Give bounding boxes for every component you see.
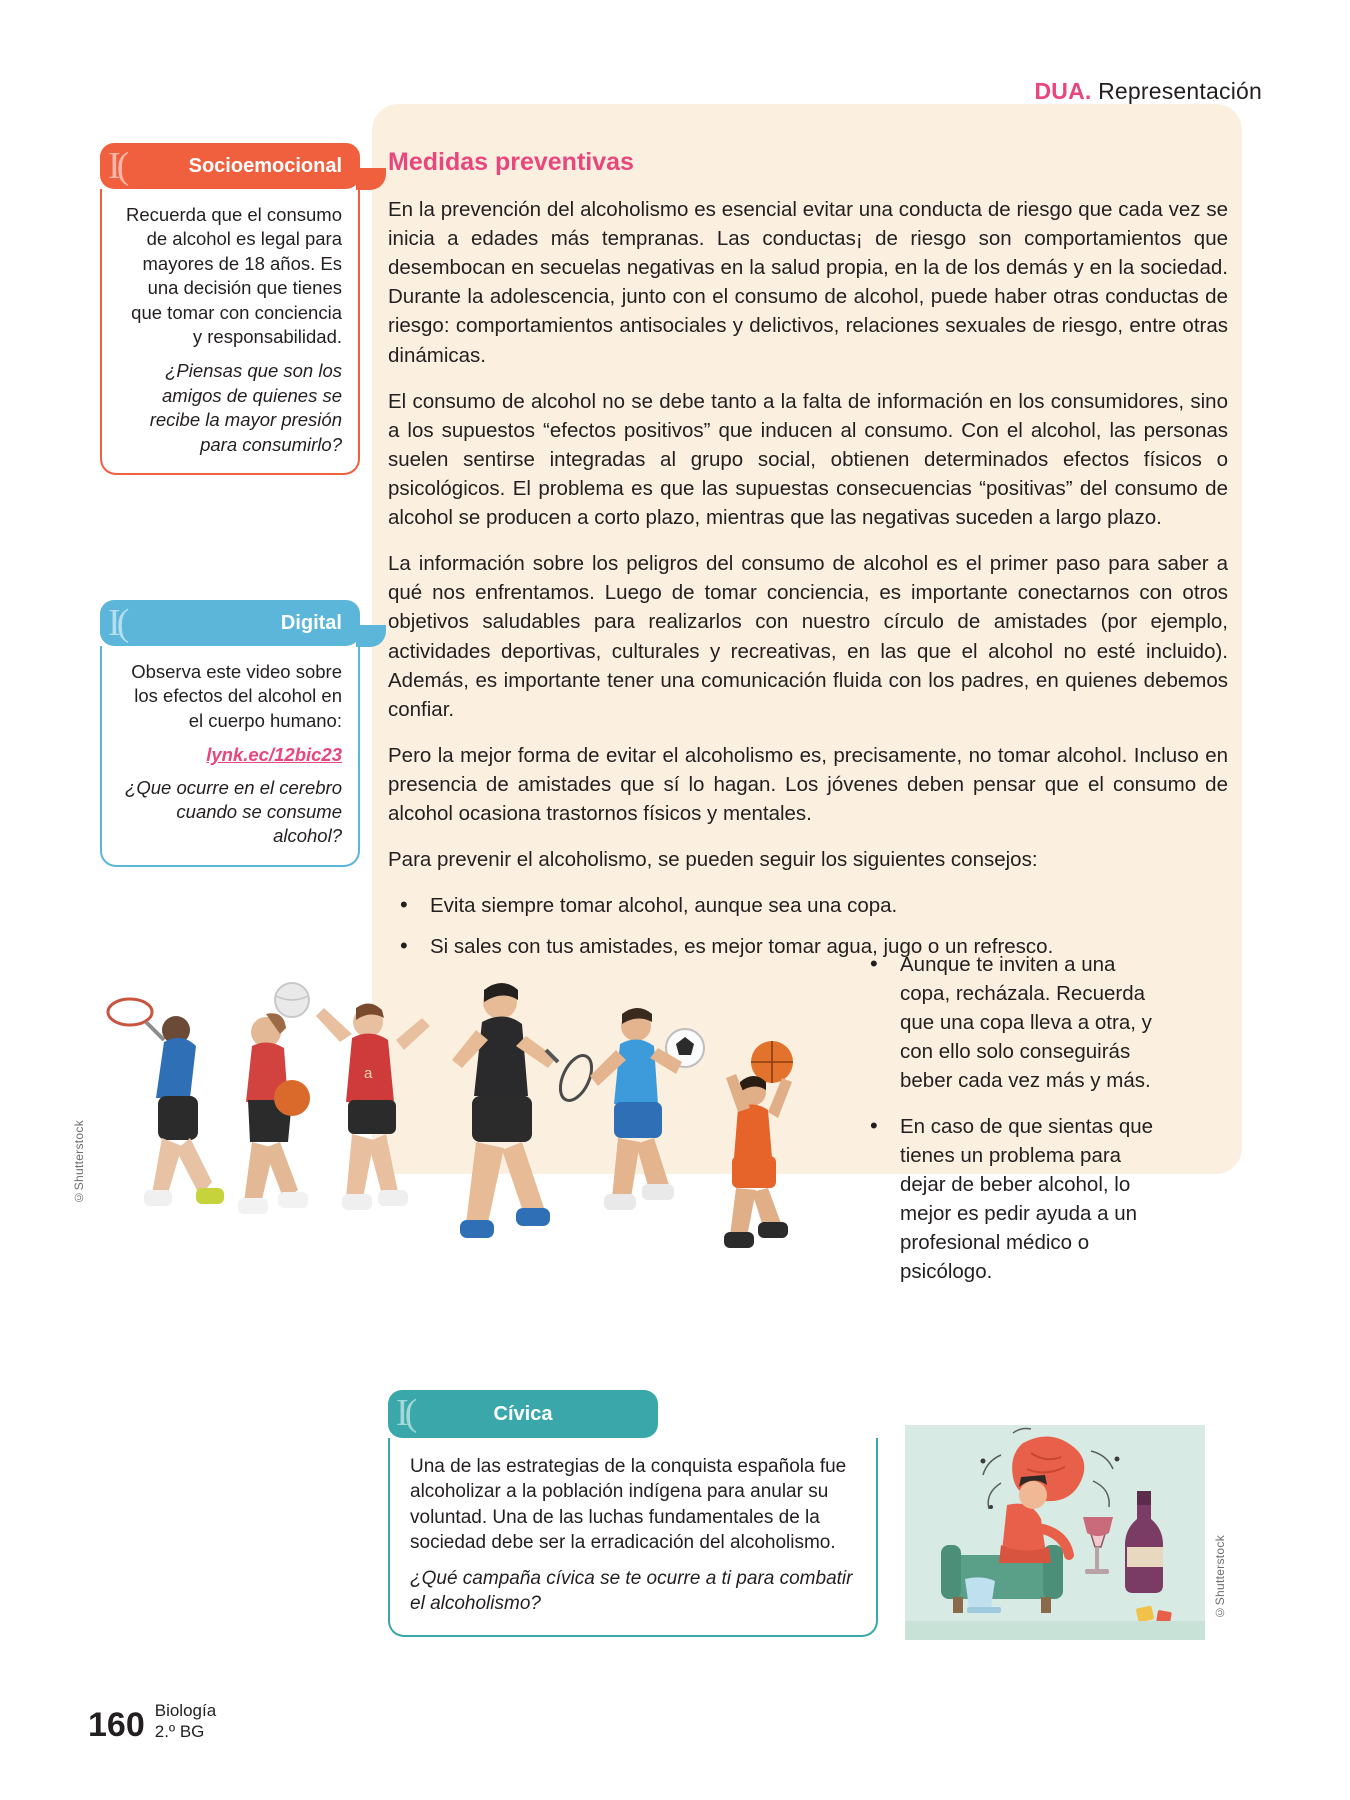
- dua-text: Representación: [1098, 78, 1262, 104]
- callout-digital-body: [100, 646, 360, 867]
- paragraph-3: La información sobre los peligros del consumo de alcohol es el primer paso para saber a qué nos enfrentamos. Luego de tomar conciencia, es importante conectarnos con otros objetivos saludables para realizarlos con nuestro círculo de amistades (por ejemplo, actividades deportivas, culturales y recreativas, en las que el alcohol no esté incluido). Además, es importante tener una comunicación fluida con los padres, en quienes debemos confiar.: [388, 552, 1228, 721]
- svg-text:a: a: [364, 1065, 373, 1082]
- video-link[interactable]: lynk.ec/12bic23: [206, 744, 342, 766]
- callout-digital: [100, 600, 360, 867]
- footer-subject-label: Biología: [154, 1701, 217, 1721]
- callout-civica: [388, 1390, 878, 1637]
- dua-label: DUA.: [1034, 78, 1092, 104]
- paragraph-4: Pero la mejor forma de evitar el alcoholismo es, precisamente, no tomar alcohol. Incluso en presencia de amistades que sí lo hagan. Los jóvenes deben pensar que el consumo de alcohol ocasiona trastornos físicos y mentales.: [388, 743, 1228, 826]
- page-title: Medidas preventivas: [388, 148, 634, 176]
- list-item: • Evita siempre tomar alcohol, aunque sea una copa.: [388, 891, 1228, 920]
- sports-photo-credit: ©Shutterstock: [72, 1120, 86, 1205]
- sports-photo: [72, 970, 900, 1370]
- callout-digital-tab: [100, 600, 360, 646]
- ic-logo-icon: I(: [108, 602, 126, 644]
- paragraph-5: Para prevenir el alcoholismo, se pueden seguir los siguientes consejos:: [388, 848, 1038, 872]
- ic-logo-icon: I(: [396, 1392, 414, 1434]
- footer-subject: [155, 1701, 216, 1742]
- advice-list-right: [860, 950, 1160, 1302]
- callout-civica-body: [388, 1438, 878, 1637]
- callout-question: ¿Que ocurre en el cerebro cuando se consume alcohol?: [125, 776, 342, 847]
- callout-socioemocional-label: Socioemocional: [188, 154, 342, 177]
- callout-text: Observa este video sobre los efectos del alcohol en el cuerpo humano:: [131, 661, 342, 731]
- dua-header: [1034, 78, 1262, 105]
- list-item: • En caso de que sientas que tienes un problema para dejar de beber alcohol, lo mejor es pedir ayuda a un profesional médico o psicólogo.: [860, 1112, 1160, 1287]
- callout-text: Una de las estrategias de la conquista española fue alcoholizar a la población indígena para anular su voluntad. Una de las luchas fundamentales de la sociedad debe ser la erradicación del alcoholismo.: [410, 1456, 847, 1554]
- alcohol-illustration: [905, 1425, 1227, 1640]
- callout-socioemocional: [100, 143, 360, 475]
- callout-question: ¿Qué campaña cívica se te ocurre a ti para combatir el alcoholismo?: [410, 1567, 853, 1615]
- list-item: • Si sales con tus amistades, es mejor tomar agua, jugo o un refresco.: [388, 932, 1228, 961]
- callout-socioemocional-tab: [100, 143, 360, 189]
- page-footer: [88, 1701, 216, 1742]
- page-number: 160: [88, 1706, 145, 1744]
- illustration-credit: ©Shutterstock: [1213, 1535, 1227, 1620]
- ic-logo-icon: I(: [108, 145, 126, 187]
- callout-civica-label: Cívica: [493, 1402, 553, 1425]
- callout-socioemocional-body: [100, 189, 360, 475]
- sports-photo-figures: [80, 970, 900, 1370]
- callout-question: ¿Piensas que son los amigos de quienes se recibe la mayor presión para consumirlo?: [149, 360, 342, 455]
- alcohol-illustration-figure: [905, 1425, 1205, 1640]
- callout-text: Recuerda que el consumo de alcohol es legal para mayores de 18 años. Es una decisión que tienes que tomar con conciencia y responsabilidad.: [126, 204, 342, 348]
- list-item: • Aunque te inviten a una copa, recházala. Recuerda que una copa lleva a otra, y con ello solo conseguirás beber cada vez más y más.: [860, 950, 1160, 1096]
- paragraph-2: El consumo de alcohol no se debe tanto a la falta de información en los consumidores, sino a los supuestos “efectos positivos” que inducen al consumo. Con el alcohol, las personas suelen sentirse integradas al grupo social, obtienen determinados efectos físicos o psicológicos. El problema es que las supuestas consecuencias “positivas” del consumo de alcohol se producen a corto plazo, mientras que las negativas suceden a largo plazo.: [388, 389, 1228, 530]
- callout-civica-tab: [388, 1390, 658, 1438]
- footer-level-label: 2.º BG: [154, 1721, 205, 1741]
- callout-digital-label: Digital: [280, 611, 342, 634]
- paragraph-1: En la prevención del alcoholismo es esencial evitar una conducta de riesgo que cada vez se inicia a edades más tempranas. Las conductas¡ de riesgo son comportamientos que desembocan en secuelas negativas en la salud propia, en la de los demás y en la sociedad. Durante la adolescencia, junto con el consumo de alcohol, puede haber otras conductas de riesgo: comportamientos antisociales y delictivos, relaciones sexuales de riesgo, entre otras dinámicas.: [388, 198, 1228, 367]
- main-article: [388, 148, 1228, 974]
